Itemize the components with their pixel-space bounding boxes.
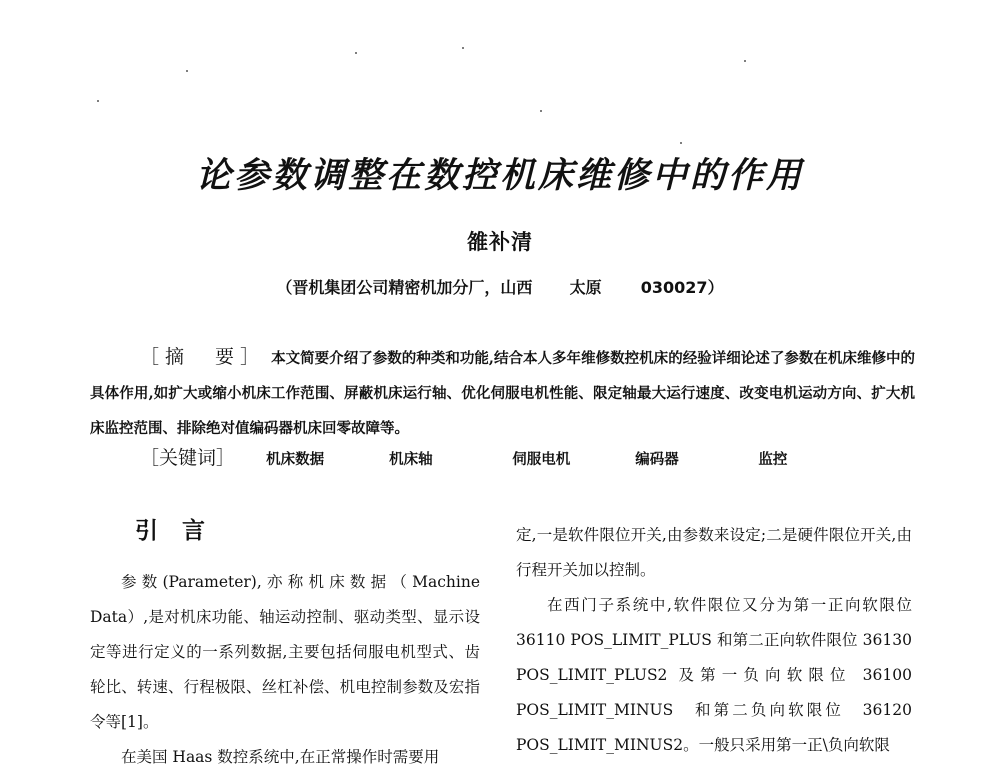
author-name: 雒补清 xyxy=(467,230,533,254)
body-column-left xyxy=(90,565,480,775)
keyword-item: 机床数据 xyxy=(266,451,325,468)
author-affiliation xyxy=(0,275,1000,298)
scan-speck xyxy=(680,142,682,144)
affiliation-city: 太原 xyxy=(569,278,602,297)
scan-speck xyxy=(540,110,542,112)
abstract-label: ［摘 要］ xyxy=(140,346,266,368)
keywords xyxy=(140,443,940,470)
scan-speck xyxy=(97,100,99,102)
paper-title: 论参数调整在数控机床维修中的作用 xyxy=(195,155,804,196)
scan-speck xyxy=(462,47,464,49)
abstract-paragraph xyxy=(90,340,915,446)
abstract xyxy=(90,340,915,446)
affiliation-org: （晋机集团公司精密机加分厂，山西 xyxy=(276,278,533,297)
body-column-right xyxy=(516,518,912,763)
keyword-item: 监控 xyxy=(758,451,788,468)
affiliation-postcode: 030027） xyxy=(640,278,724,297)
scan-speck xyxy=(744,60,746,62)
body-paragraph: 在西门子系统中,软件限位又分为第一正向软限位 36110 POS_LIMIT_PLUS 和第二正向软件限位 36130 POS_LIMIT_PLUS2 及第一负向软限位 36100 POS_LIMIT_MINUS 和第二负向软限位 36120 POS_LIMIT_MINUS2。一般只采用第一正\负向软限 xyxy=(516,596,912,754)
section-heading: 引言 xyxy=(135,517,229,544)
keywords-label: ［关键词］ xyxy=(140,447,236,469)
keyword-item: 编码器 xyxy=(635,451,679,468)
body-paragraph: 定,一是软件限位开关,由参数来设定;二是硬件限位开关,由行程开关加以控制。 xyxy=(516,526,912,579)
abstract-text: 本文简要介绍了参数的种类和功能,结合本人多年维修数控机床的经验详细论述了参数在机床维修中的具体作用,如扩大或缩小机床工作范围、屏蔽机床运行轴、优化伺服电机性能、限定轴最大运行速度、改变电机运动方向、扩大机床监控范围、排除绝对值编码器机床回零故障等。 xyxy=(90,350,915,437)
keyword-item: 机床轴 xyxy=(389,451,433,468)
keyword-item: 伺服电机 xyxy=(512,451,571,468)
body-paragraph: 参数(Parameter),亦称机床数据（Machine Data）,是对机床功能、轴运动控制、驱动类型、显示设定等进行定义的一系列数据,主要包括伺服电机型式、齿轮比、转速、行程极限、丝杠补偿、机电控制参数及宏指令等[1]。 xyxy=(90,573,480,731)
scan-speck xyxy=(186,70,188,72)
scan-speck xyxy=(355,52,357,54)
body-paragraph: 在美国 Haas 数控系统中,在正常操作时需要用 xyxy=(121,748,440,766)
